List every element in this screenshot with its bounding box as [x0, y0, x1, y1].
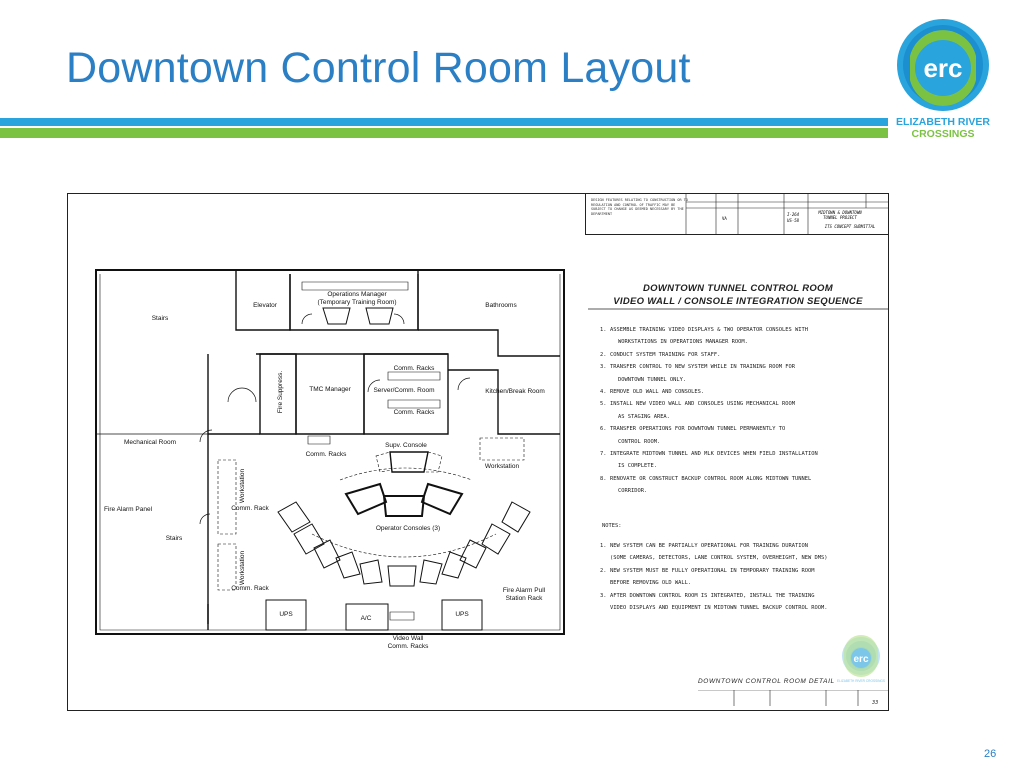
- title-block-state: VA: [722, 216, 727, 221]
- note-line-1: NEW SYSTEM CAN BE PARTIALLY OPERATIONAL FOR TRAINING DURATION: [610, 543, 808, 549]
- logo-line-1: ELIZABETH RIVER: [896, 116, 990, 128]
- title-block-route-b: US-58: [787, 218, 800, 223]
- sequence-step: [600, 448, 884, 473]
- step-number: 3.: [600, 364, 607, 371]
- label-supv-console: Supv. Console: [385, 442, 427, 449]
- page-number: 26: [984, 748, 997, 760]
- label-fire-suppress: Fire Suppress.: [277, 370, 284, 414]
- label-kitchen: Kitchen/Break Room: [485, 388, 545, 395]
- floor-plan: [68, 194, 585, 710]
- logo-wordmark: [888, 116, 998, 140]
- step-number: 8.: [600, 475, 607, 482]
- step-number: 6.: [600, 426, 607, 433]
- sequence-step: [600, 473, 884, 498]
- step-number: 1.: [600, 327, 607, 333]
- detail-label: DOWNTOWN CONTROL ROOM DETAIL: [698, 678, 835, 685]
- erc-logo: [896, 14, 990, 114]
- title-block: [585, 194, 888, 235]
- step-line-1: TRANSFER CONTROL TO NEW SYSTEM WHILE IN TRAINING ROOM FOR: [610, 364, 795, 371]
- sequence-title-line-1: DOWNTOWN TUNNEL CONTROL ROOM: [643, 283, 833, 294]
- step-line-1: TRANSFER OPERATIONS FOR DOWNTOWN TUNNEL PERMANENTLY TO: [610, 426, 786, 433]
- label-fire-alarm-panel: Fire Alarm Panel: [103, 506, 153, 513]
- label-tmc-manager: TMC Manager: [309, 386, 351, 393]
- step-line-1: CONDUCT SYSTEM TRAINING FOR STAFF.: [610, 351, 721, 358]
- note-item: [600, 540, 884, 565]
- step-line-1: RENOVATE OR CONSTRUCT BACKUP CONTROL ROOM ALONG MIDTOWN TUNNEL: [610, 475, 812, 482]
- slide-title: Downtown Control Room Layout: [66, 44, 691, 92]
- title-block-submittal: ITS CONCEPT SUBMITTAL: [824, 224, 876, 229]
- label-bathrooms: Bathrooms: [485, 302, 517, 309]
- note-line-2: BEFORE REMOVING OLD WALL.: [610, 580, 692, 587]
- label-operator-consoles: Operator Consoles (3): [375, 525, 441, 532]
- label-ops-manager: Operations Manager: [327, 291, 387, 298]
- label-station-rack: Station Rack: [505, 595, 543, 602]
- label-elevator: Elevator: [253, 302, 277, 309]
- header-band-green: [0, 128, 888, 138]
- sequence-step: [600, 324, 884, 349]
- step-number: 7.: [600, 451, 607, 458]
- note-line-1: AFTER DOWNTOWN CONTROL ROOM IS INTEGRATED, INSTALL THE TRAINING: [610, 592, 815, 599]
- note-number: 3.: [600, 592, 607, 599]
- label-video-wall-sub: Comm. Racks: [387, 643, 429, 650]
- step-line-1: INSTALL NEW VIDEO WALL AND CONSOLES USING MECHANICAL ROOM: [610, 401, 795, 408]
- step-number: 4.: [600, 389, 607, 396]
- drawing-sheet: [67, 193, 889, 711]
- note-number: 1.: [600, 543, 607, 549]
- sheet-number: 33: [872, 700, 879, 706]
- title-block-project: MIDTOWN & DOWNTOWN TUNNEL PROJECT: [818, 210, 862, 220]
- label-stairs-top: Stairs: [151, 315, 169, 322]
- label-comm-racks-1: Comm. Racks: [393, 365, 435, 372]
- label-comm-rack-2: Comm. Rack: [231, 585, 269, 592]
- note-line-1: NEW SYSTEM MUST BE FULLY OPERATIONAL IN TEMPORARY TRAINING ROOM: [610, 567, 815, 574]
- step-number: 2.: [600, 351, 607, 358]
- step-line-2: CORRIDOR.: [618, 488, 648, 495]
- step-number: 5.: [600, 401, 607, 408]
- stamp-mark: erc: [853, 654, 869, 665]
- label-ups-right: UPS: [455, 611, 469, 618]
- sequence-step: [600, 423, 884, 448]
- step-line-2: WORKSTATIONS IN OPERATIONS MANAGER ROOM.: [618, 339, 748, 346]
- label-server-room: Server/Comm. Room: [373, 387, 435, 394]
- sequence-title-line-2: VIDEO WALL / CONSOLE INTEGRATION SEQUENCE: [613, 296, 863, 307]
- label-comm-racks-lower: Comm. Racks: [305, 451, 347, 458]
- header-band-blue: [0, 118, 888, 126]
- sequence-step: [600, 349, 884, 361]
- step-line-1: INTEGRATE MIDTOWN TUNNEL AND MLK DEVICES WHEN FIELD INSTALLATION: [610, 451, 818, 458]
- sequence-step: [600, 398, 884, 423]
- stamp-text: ELIZABETH RIVER CROSSINGS: [837, 679, 885, 683]
- label-workstation-right: Workstation: [484, 463, 520, 470]
- step-line-2: CONTROL ROOM.: [618, 438, 661, 445]
- label-comm-racks-2: Comm. Racks: [393, 409, 435, 416]
- label-mechanical: Mechanical Room: [123, 439, 177, 446]
- notes-list: [600, 540, 884, 614]
- sequence-title-underline: [588, 308, 888, 312]
- note-item: [600, 565, 884, 590]
- step-line-2: DOWNTOWN TUNNEL ONLY.: [618, 376, 687, 383]
- title-block-disclaimer: DESIGN FEATURES RELATING TO CONSTRUCTION OR TO REGULATION AND CONTROL OF TRAFFIC MAY BE SUBJECT TO CHANGE AS DEEMED NECESSARY BY THE DEPARTMENT: [591, 198, 688, 216]
- label-ups-left: UPS: [279, 611, 293, 618]
- logo-mark: erc: [923, 53, 963, 83]
- logo-line-2: CROSSINGS: [911, 128, 975, 140]
- note-number: 2.: [600, 567, 607, 574]
- sequence-steps: [600, 324, 884, 498]
- erc-stamp: [836, 634, 886, 686]
- label-ac: A/C: [360, 615, 372, 622]
- title-block-route-a: I-264: [787, 212, 800, 217]
- sheet-footer-grid: [698, 690, 888, 706]
- note-line-2: (SOME CAMERAS, DETECTORS, LANE CONTROL SYSTEM, OVERHEIGHT, NEW DMS): [610, 555, 828, 562]
- step-line-2: IS COMPLETE.: [618, 463, 657, 470]
- label-ops-manager-sub: (Temporary Training Room): [317, 299, 397, 306]
- label-fire-alarm-pull: Fire Alarm Pull: [502, 587, 546, 594]
- notes-header: NOTES:: [602, 523, 622, 529]
- sequence-title: [588, 282, 888, 308]
- label-comm-rack-1: Comm. Rack: [231, 505, 269, 512]
- note-line-2: VIDEO DISPLAYS AND EQUIPMENT IN MIDTOWN TUNNEL BACKUP CONTROL ROOM.: [610, 605, 828, 612]
- label-stairs-left: Stairs: [165, 535, 183, 542]
- sequence-step: [600, 361, 884, 386]
- sequence-step: [600, 386, 884, 398]
- label-workstation-1: Workstation: [239, 468, 246, 504]
- step-line-1: REMOVE OLD WALL AND CONSOLES.: [610, 389, 705, 396]
- step-line-1: ASSEMBLE TRAINING VIDEO DISPLAYS & TWO OPERATOR CONSOLES WITH: [610, 327, 808, 333]
- label-video-wall: Video Wall: [392, 635, 424, 642]
- step-line-2: AS STAGING AREA.: [618, 413, 670, 420]
- label-workstation-2: Workstation: [239, 550, 246, 586]
- note-item: [600, 590, 884, 615]
